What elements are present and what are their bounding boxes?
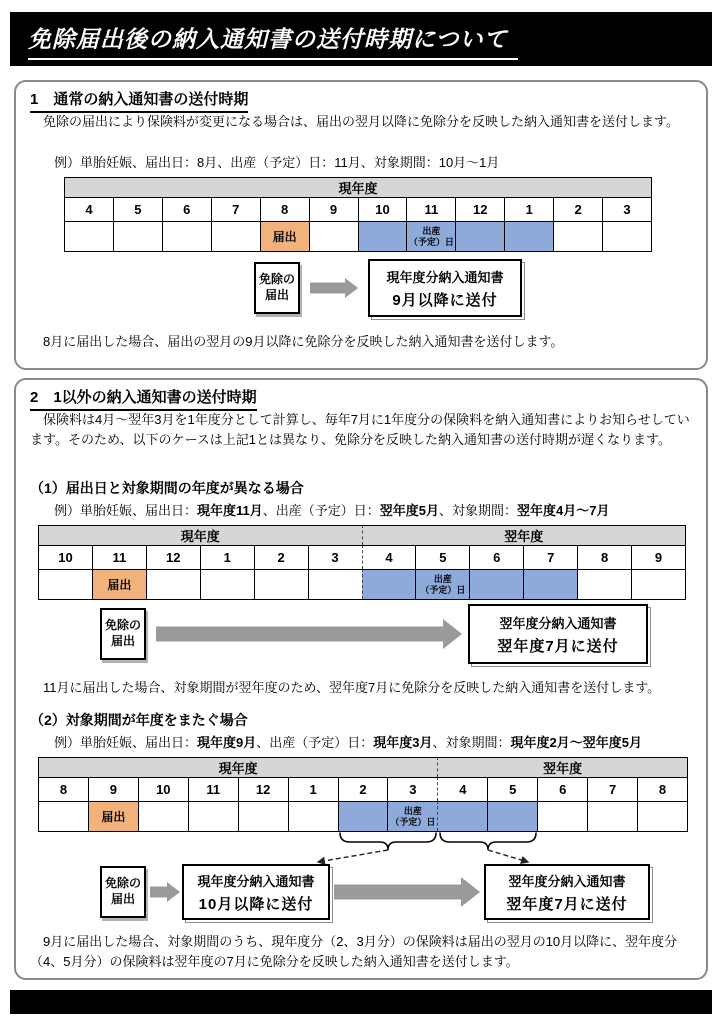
month-cell: 11 — [406, 197, 455, 221]
dashed-arrow-to-next-notice — [488, 850, 528, 862]
timeline-cell — [38, 569, 92, 599]
payment-notice-doc-1 — [368, 259, 522, 317]
month-cell: 11 — [188, 777, 238, 801]
month-cell: 5 — [487, 777, 537, 801]
memo-line2: 届出 — [110, 634, 135, 648]
month-cell: 5 — [415, 545, 469, 569]
payment-notice-doc-2 — [468, 604, 648, 664]
timeline-cell — [437, 801, 487, 831]
section-2-heading: 2 1以外の納入通知書の送付時期 — [30, 386, 257, 411]
section-1-panel — [14, 80, 708, 370]
month-cell: 1 — [504, 197, 553, 221]
timeline-cell — [211, 221, 260, 251]
month-cell: 6 — [537, 777, 587, 801]
case-2-timeline-table — [38, 757, 688, 832]
notice-title: 翌年度分納入通知書 — [499, 615, 617, 631]
timeline-cell — [238, 801, 288, 831]
case-1-note: 11月に届出した場合、対象期間が翌年度のため、翌年度7月に免除分を反映した納入通知書を送付します。 — [30, 680, 661, 695]
payment-notice-doc-current — [182, 864, 330, 920]
notice-subtitle: 翌年度7月に送付 — [506, 895, 628, 913]
month-cell: 11 — [92, 545, 146, 569]
month-cell: 2 — [338, 777, 388, 801]
timeline-cell — [309, 221, 358, 251]
month-cell: 5 — [113, 197, 162, 221]
case-1-timeline-table — [38, 525, 686, 600]
timeline-cell — [455, 221, 504, 251]
case-2-heading: （2）対象期間が年度をまたぐ場合 — [30, 712, 248, 728]
arrow-shaft — [334, 885, 461, 900]
flow-arrow-icon — [150, 879, 180, 905]
birth-expected-date-cell — [406, 221, 455, 251]
example-segment: 例）単胎妊娠、届出日： — [54, 735, 198, 750]
month-cell: 3 — [602, 197, 651, 221]
section-1-timeline-table — [64, 177, 652, 252]
document-title: 免除届出後の納入通知書の送付時期について — [28, 21, 518, 60]
case-2-example — [54, 734, 642, 752]
birth-label-line2: （予定）日 — [390, 816, 436, 827]
birth-expected-date-cell — [415, 569, 469, 599]
timeline-cell — [358, 221, 407, 251]
footer-bar — [10, 990, 712, 1014]
example-segment: 現年度9月 — [197, 735, 257, 750]
timeline-cell — [38, 801, 88, 831]
notice-title: 現年度分納入通知書 — [386, 269, 504, 285]
example-segment: 現年度2月～翌年度5月 — [510, 735, 642, 750]
section-1-example: 例）単胎妊娠、届出日：8月、出産（予定）日：11月、対象期間：10月～1月 — [54, 155, 500, 170]
arrow-shaft — [150, 887, 167, 898]
example-segment: 、出産（予定）日： — [262, 503, 380, 518]
exemption-notification-doc-2 — [100, 608, 146, 660]
example-segment: 、対象期間： — [432, 735, 511, 750]
timeline-cell — [487, 801, 537, 831]
flow-arrow-icon — [156, 617, 462, 651]
notice-title: 現年度分納入通知書 — [197, 873, 315, 889]
memo-line1: 免除の — [104, 876, 141, 891]
arrow-shaft — [310, 283, 345, 294]
notice-subtitle: 翌年度7月に送付 — [497, 637, 619, 655]
birth-label-line2: （予定）日 — [420, 584, 466, 595]
timeline-cell — [146, 569, 200, 599]
month-cell: 10 — [358, 197, 407, 221]
flow-arrow-icon — [310, 275, 358, 301]
example-segment: 現年度3月 — [373, 735, 433, 750]
example-segment: 翌年度5月 — [379, 503, 440, 518]
notification-submitted-cell: 届出 — [260, 221, 309, 251]
timeline-cell — [308, 569, 362, 599]
memo-line1: 免除の — [104, 618, 141, 633]
month-cell: 10 — [138, 777, 188, 801]
month-cell: 12 — [238, 777, 288, 801]
payment-notice-doc-next — [484, 864, 650, 920]
notice-title: 翌年度分納入通知書 — [508, 873, 626, 889]
underbrace-path — [440, 833, 536, 850]
month-cell: 3 — [387, 777, 437, 801]
month-cell: 6 — [469, 545, 523, 569]
timeline-cell — [188, 801, 238, 831]
timeline-cell — [162, 221, 211, 251]
case-1-heading: （1）届出日と対象期間の年度が異なる場合 — [30, 480, 304, 496]
month-cell: 6 — [162, 197, 211, 221]
underbrace-path — [340, 833, 436, 850]
month-cell: 4 — [64, 197, 113, 221]
month-cell: 12 — [455, 197, 504, 221]
timeline-cell — [587, 801, 637, 831]
month-cell: 1 — [200, 545, 254, 569]
month-cell: 7 — [523, 545, 577, 569]
arrow-head — [345, 278, 358, 298]
timeline-cell — [553, 221, 602, 251]
timeline-cell — [537, 801, 587, 831]
notice-subtitle: 9月以降に送付 — [392, 291, 498, 309]
notification-submitted-cell: 届出 — [88, 801, 138, 831]
arrow-head — [443, 619, 462, 649]
timeline-cell — [631, 569, 685, 599]
birth-label-line2: （予定）日 — [408, 236, 454, 247]
timeline-cell — [523, 569, 577, 599]
arrow-head — [461, 877, 480, 907]
section-1-note: 8月に届出した場合、届出の翌月の9月以降に免除分を反映した納入通知書を送付します。 — [30, 334, 564, 349]
memo-line2: 届出 — [264, 288, 289, 302]
timeline-cell — [602, 221, 651, 251]
month-cell: 7 — [211, 197, 260, 221]
birth-label-line1: 出産 — [422, 226, 441, 237]
case-1-example — [54, 502, 610, 520]
month-cell: 2 — [553, 197, 602, 221]
month-cell: 1 — [288, 777, 338, 801]
notice-subtitle: 10月以降に送付 — [198, 895, 314, 913]
month-cell: 3 — [308, 545, 362, 569]
title-banner — [10, 12, 712, 66]
example-segment: 翌年度4月～7月 — [517, 503, 610, 518]
month-cell: 8 — [38, 777, 88, 801]
year-group-header: 翌年度 — [437, 757, 687, 777]
birth-expected-date-cell — [387, 801, 437, 831]
dashed-arrow-to-current-notice — [318, 850, 388, 862]
example-segment: 、出産（予定）日： — [256, 735, 374, 750]
year-group-header: 現年度 — [38, 757, 437, 777]
notification-submitted-cell: 届出 — [92, 569, 146, 599]
timeline-cell — [254, 569, 308, 599]
timeline-cell — [637, 801, 687, 831]
month-cell: 7 — [587, 777, 637, 801]
memo-line1: 免除の — [258, 272, 295, 287]
timeline-cell — [113, 221, 162, 251]
memo-line2: 届出 — [110, 892, 135, 906]
timeline-cell — [504, 221, 553, 251]
timeline-cell — [362, 569, 416, 599]
flow-arrow-icon — [334, 875, 480, 909]
year-group-header: 現年度 — [38, 525, 362, 545]
exemption-notification-doc-3 — [100, 866, 146, 918]
year-group-header: 現年度 — [64, 177, 651, 197]
timeline-cell — [200, 569, 254, 599]
timeline-cell — [577, 569, 631, 599]
month-cell: 9 — [309, 197, 358, 221]
birth-label-line1: 出産 — [403, 806, 422, 817]
timeline-cell — [138, 801, 188, 831]
month-cell: 9 — [88, 777, 138, 801]
section-1-intro: 免除の届出により保険料が変更になる場合は、届出の翌月以降に免除分を反映した納入通知書を送付します。 — [30, 114, 679, 129]
month-cell: 8 — [637, 777, 687, 801]
timeline-cell — [288, 801, 338, 831]
birth-label-line1: 出産 — [433, 574, 452, 585]
month-cell: 8 — [577, 545, 631, 569]
example-segment: 現年度11月 — [197, 503, 263, 518]
section-1-heading: 1 通常の納入通知書の送付時期 — [30, 88, 248, 113]
case-2-note: 9月に届出した場合、対象期間のうち、現年度分（2、3月分）の保険料は届出の翌月の10月以降に、翌年度分（4、5月分）の保険料は翌年度の7月に免除分を反映した納入通知書を送付します。 — [30, 934, 678, 970]
month-cell: 4 — [362, 545, 416, 569]
example-segment: 、対象期間： — [439, 503, 518, 518]
month-cell: 4 — [437, 777, 487, 801]
section-2-panel — [14, 378, 708, 980]
example-segment: 例）単胎妊娠、届出日： — [54, 503, 198, 518]
month-cell: 10 — [38, 545, 92, 569]
month-cell: 12 — [146, 545, 200, 569]
month-cell: 8 — [260, 197, 309, 221]
exemption-notification-doc-1 — [254, 262, 300, 314]
timeline-cell — [469, 569, 523, 599]
month-cell: 9 — [631, 545, 685, 569]
timeline-cell — [338, 801, 388, 831]
month-cell: 2 — [254, 545, 308, 569]
timeline-cell — [64, 221, 113, 251]
arrow-shaft — [156, 627, 443, 642]
dashed-connector-arrows — [16, 849, 710, 865]
year-group-header: 翌年度 — [362, 525, 686, 545]
section-2-intro: 保険料は4月～翌年3月を1年度分として計算し、毎年7月に1年度分の保険料を納入通知書によりお知らせしています。そのため、以下のケースは上記1とは異なり、免除分を反映した納入通知書の送付時期が遅くなります。 — [30, 412, 690, 448]
arrow-head — [167, 882, 180, 902]
